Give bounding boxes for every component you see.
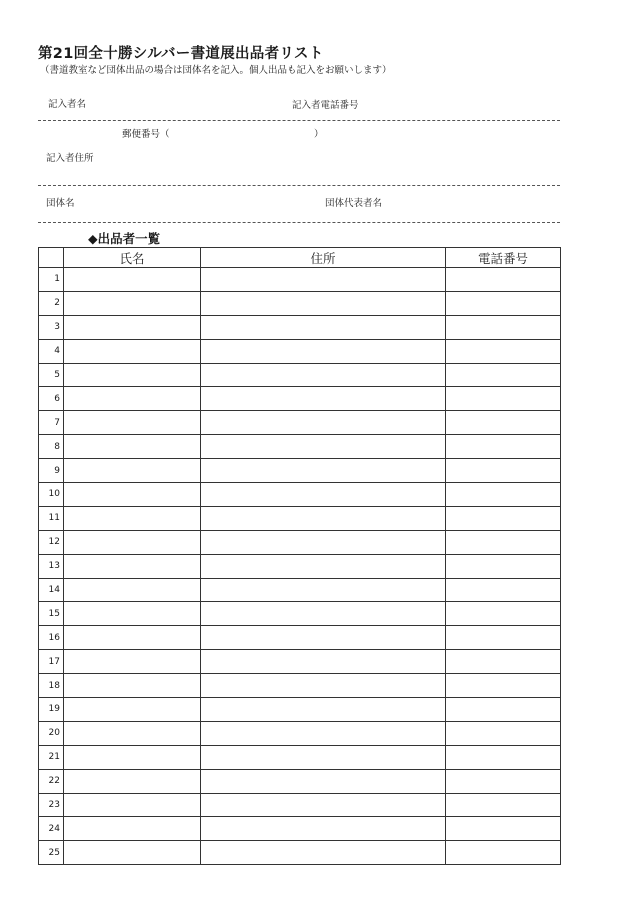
table-row <box>39 268 561 292</box>
row-number: 2 <box>39 291 64 315</box>
row-number: 21 <box>39 745 64 769</box>
row-number: 18 <box>39 674 64 698</box>
phone-cell[interactable] <box>446 745 561 769</box>
name-cell[interactable] <box>64 339 201 363</box>
name-cell[interactable] <box>64 459 201 483</box>
address-cell[interactable] <box>201 578 446 602</box>
phone-cell[interactable] <box>446 268 561 292</box>
address-cell[interactable] <box>201 435 446 459</box>
name-cell[interactable] <box>64 841 201 865</box>
address-cell[interactable] <box>201 506 446 530</box>
name-cell[interactable] <box>64 291 201 315</box>
row-number: 12 <box>39 530 64 554</box>
row-number: 7 <box>39 411 64 435</box>
recorder-name-label: 記入者名 <box>48 99 87 110</box>
table-row <box>39 841 561 865</box>
row-number: 10 <box>39 483 64 507</box>
address-cell[interactable] <box>201 650 446 674</box>
address-cell[interactable] <box>201 459 446 483</box>
address-cell[interactable] <box>201 315 446 339</box>
name-cell[interactable] <box>64 363 201 387</box>
group-rep-label: 団体代表者名 <box>325 198 383 209</box>
table-row <box>39 817 561 841</box>
name-cell[interactable] <box>64 650 201 674</box>
row-number: 13 <box>39 554 64 578</box>
name-cell[interactable] <box>64 530 201 554</box>
phone-cell[interactable] <box>446 817 561 841</box>
address-cell[interactable] <box>201 721 446 745</box>
table-row <box>39 483 561 507</box>
name-cell[interactable] <box>64 315 201 339</box>
address-cell[interactable] <box>201 411 446 435</box>
row-number: 22 <box>39 769 64 793</box>
address-cell[interactable] <box>201 554 446 578</box>
row-number: 25 <box>39 841 64 865</box>
name-cell[interactable] <box>64 793 201 817</box>
address-cell[interactable] <box>201 387 446 411</box>
name-cell[interactable] <box>64 578 201 602</box>
phone-cell[interactable] <box>446 363 561 387</box>
phone-cell[interactable] <box>446 411 561 435</box>
name-cell[interactable] <box>64 506 201 530</box>
row-number: 23 <box>39 793 64 817</box>
table-row <box>39 387 561 411</box>
phone-cell[interactable] <box>446 841 561 865</box>
postal-code-close: ） <box>314 129 324 140</box>
phone-cell[interactable] <box>446 793 561 817</box>
table-header-row <box>39 248 561 268</box>
phone-cell[interactable] <box>446 578 561 602</box>
column-header-address: 住所 <box>201 248 446 268</box>
name-cell[interactable] <box>64 626 201 650</box>
address-label: 記入者住所 <box>46 153 94 164</box>
row-number: 20 <box>39 721 64 745</box>
phone-cell[interactable] <box>446 650 561 674</box>
phone-cell[interactable] <box>446 291 561 315</box>
table-row <box>39 674 561 698</box>
group-line <box>38 222 560 223</box>
name-cell[interactable] <box>64 674 201 698</box>
row-number: 17 <box>39 650 64 674</box>
table-row <box>39 650 561 674</box>
row-number: 24 <box>39 817 64 841</box>
phone-cell[interactable] <box>446 435 561 459</box>
address-cell[interactable] <box>201 626 446 650</box>
name-cell[interactable] <box>64 554 201 578</box>
phone-cell[interactable] <box>446 530 561 554</box>
name-cell[interactable] <box>64 387 201 411</box>
address-cell[interactable] <box>201 483 446 507</box>
exhibitor-table <box>38 247 561 865</box>
postal-code-label: 郵便番号（ <box>122 129 170 140</box>
row-number: 14 <box>39 578 64 602</box>
recorder-phone-label: 記入者電話番号 <box>292 100 359 111</box>
address-cell[interactable] <box>201 268 446 292</box>
phone-cell[interactable] <box>446 459 561 483</box>
address-cell[interactable] <box>201 363 446 387</box>
table-row <box>39 530 561 554</box>
phone-cell[interactable] <box>446 483 561 507</box>
row-number: 8 <box>39 435 64 459</box>
address-cell[interactable] <box>201 674 446 698</box>
row-number: 6 <box>39 387 64 411</box>
table-row <box>39 459 561 483</box>
table-row <box>39 698 561 722</box>
address-cell[interactable] <box>201 291 446 315</box>
recorder-name-line <box>38 120 560 121</box>
phone-cell[interactable] <box>446 506 561 530</box>
name-cell[interactable] <box>64 745 201 769</box>
table-row <box>39 745 561 769</box>
address-cell[interactable] <box>201 769 446 793</box>
exhibitor-list-title: ◆出品者一覧 <box>88 231 161 246</box>
table-row <box>39 411 561 435</box>
phone-cell[interactable] <box>446 674 561 698</box>
name-cell[interactable] <box>64 698 201 722</box>
phone-cell[interactable] <box>446 721 561 745</box>
row-number: 19 <box>39 698 64 722</box>
address-line <box>38 185 560 186</box>
name-cell[interactable] <box>64 483 201 507</box>
row-number: 4 <box>39 339 64 363</box>
address-cell[interactable] <box>201 698 446 722</box>
row-number: 11 <box>39 506 64 530</box>
name-cell[interactable] <box>64 817 201 841</box>
row-number: 5 <box>39 363 64 387</box>
table-row <box>39 626 561 650</box>
address-cell[interactable] <box>201 817 446 841</box>
address-cell[interactable] <box>201 530 446 554</box>
phone-cell[interactable] <box>446 387 561 411</box>
column-header-name: 氏名 <box>64 248 201 268</box>
table-row <box>39 769 561 793</box>
name-cell[interactable] <box>64 721 201 745</box>
address-cell[interactable] <box>201 841 446 865</box>
table-row <box>39 602 561 626</box>
row-number: 9 <box>39 459 64 483</box>
row-number: 1 <box>39 268 64 292</box>
name-cell[interactable] <box>64 411 201 435</box>
column-header-phone: 電話番号 <box>446 248 561 268</box>
column-header-number <box>39 248 64 268</box>
phone-cell[interactable] <box>446 626 561 650</box>
table-row <box>39 506 561 530</box>
page-title: 第21回全十勝シルバー書道展出品者リスト <box>38 46 324 62</box>
table-row <box>39 793 561 817</box>
phone-cell[interactable] <box>446 769 561 793</box>
group-name-label: 団体名 <box>46 198 75 209</box>
phone-cell[interactable] <box>446 554 561 578</box>
table-row <box>39 339 561 363</box>
address-cell[interactable] <box>201 339 446 363</box>
address-cell[interactable] <box>201 602 446 626</box>
name-cell[interactable] <box>64 602 201 626</box>
phone-cell[interactable] <box>446 315 561 339</box>
name-cell[interactable] <box>64 435 201 459</box>
table-row <box>39 315 561 339</box>
table-row <box>39 721 561 745</box>
name-cell[interactable] <box>64 769 201 793</box>
table-row <box>39 435 561 459</box>
row-number: 3 <box>39 315 64 339</box>
table-row <box>39 578 561 602</box>
table-row <box>39 554 561 578</box>
row-number: 15 <box>39 602 64 626</box>
phone-cell[interactable] <box>446 339 561 363</box>
name-cell[interactable] <box>64 268 201 292</box>
table-row <box>39 363 561 387</box>
table-row <box>39 291 561 315</box>
row-number: 16 <box>39 626 64 650</box>
address-cell[interactable] <box>201 745 446 769</box>
address-cell[interactable] <box>201 793 446 817</box>
phone-cell[interactable] <box>446 698 561 722</box>
page-subtitle: （書道教室など団体出品の場合は団体名を記入。個人出品も記入をお願いします） <box>40 65 392 76</box>
phone-cell[interactable] <box>446 602 561 626</box>
